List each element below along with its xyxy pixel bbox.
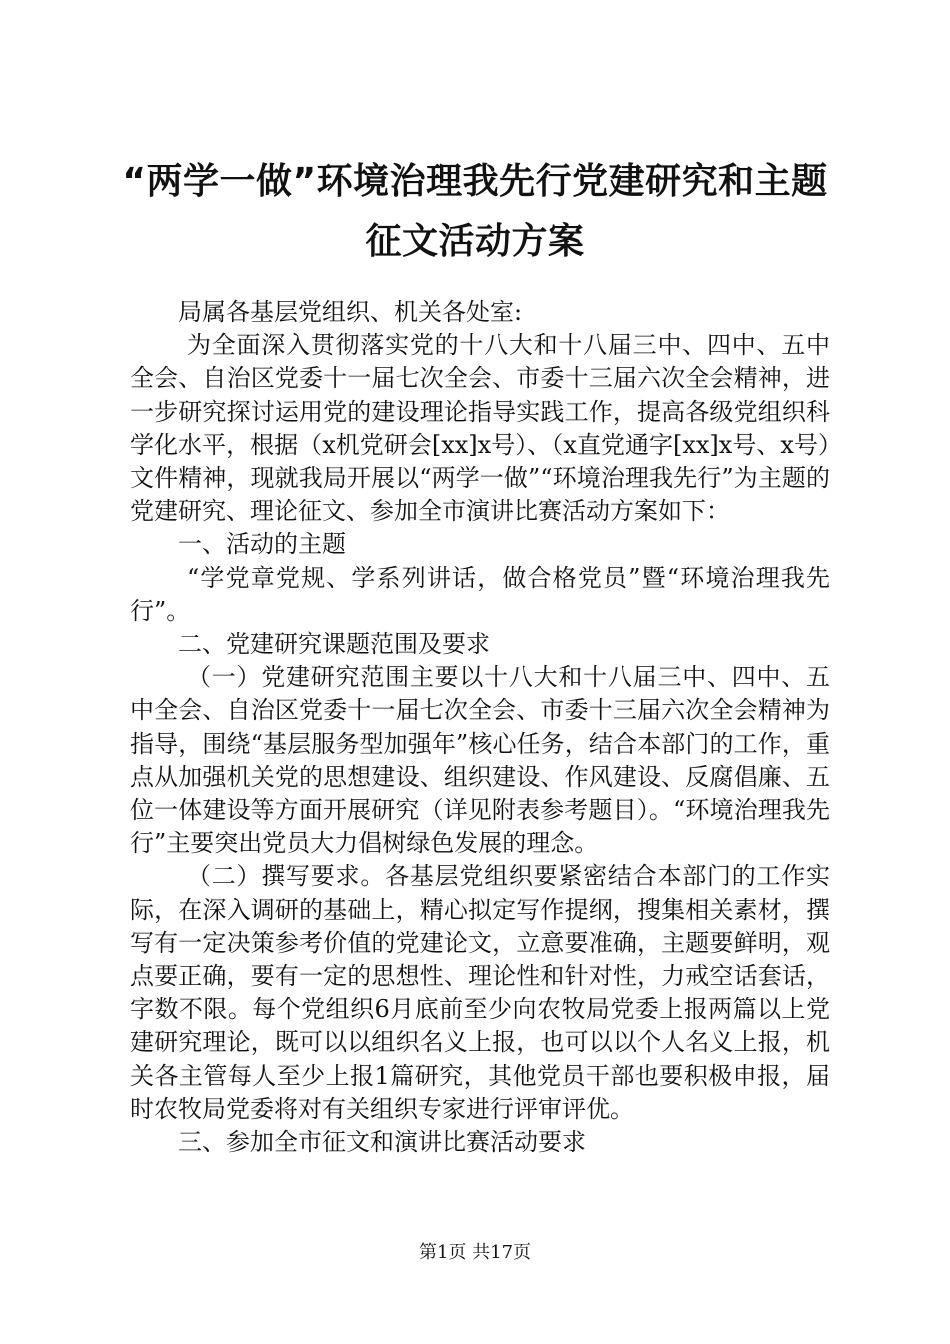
document-body (130, 296, 830, 1159)
section-heading-1: 一、活动的主题 (178, 530, 346, 559)
requirements-paragraph: （二）撰写要求。各基层党组织要紧密结合本部门的工作实际，在深入调研的基础上，精心拟定写作提纲，搜集相关素材，撰写有一定决策参考价值的党建论文，立意要准确，主题要鲜明，观点要正确，要有一定的思想性、理论性和针对性，力戒空话套话，字数不限。每个党组织6月底前至少向农牧局党委上报两篇以上党建研究理论，既可以以组织名义上报，也可以以个人名义上报，机关各主管每人至少上报1篇研究，其他党员干部也要积极申报，届时农牧局党委将对有关组织专家进行评审评优。 (130, 862, 830, 1123)
section-heading-2: 二、党建研究课题范围及要求 (178, 630, 490, 659)
document-title-line-2: 征文活动方案 (365, 221, 585, 262)
scope-paragraph: （一）党建研究范围主要以十八大和十八届三中、四中、五中全会、自治区党委十一届七次全会、市委十三届六次全会精神为指导，围绕“基层服务型加强年”核心任务，结合本部门的工作，重点从加强机关党的思想建设、组织建设、作风建设、反腐倡廉、五位一体建设等方面开展研究（详见附表参考题目）。“环境治理我先行”主要突出党员大力倡树绿色发展的理念。 (130, 663, 830, 858)
intro-paragraph: 为全面深入贯彻落实党的十八大和十八届三中、四中、五中全会、自治区党委十一届七次全会、市委十三届六次全会精神，进一步研究探讨运用党的建设理论指导实践工作，提高各级党组织科学化水平，根据（x机党研会[xx]x号）、（x直党通字[xx]x号、x号）文件精神，现就我局开展以“两学一做”“环境治理我先行”为主题的党建研究、理论征文、参加全市演讲比赛活动方案如下： (130, 331, 830, 526)
theme-paragraph: “学党章党规、学系列讲话，做合格党员”暨“环境治理我先行”。 (130, 563, 830, 625)
section-heading-3: 三、参加全市征文和演讲比赛活动要求 (178, 1128, 586, 1157)
page-number-footer: 第1页 共17页 (418, 1242, 532, 1263)
document-title-line-1: “两学一做”环境治理我先行党建研究和主题 (122, 161, 828, 202)
salutation: 局属各基层党组织、机关各处室: (178, 298, 523, 326)
